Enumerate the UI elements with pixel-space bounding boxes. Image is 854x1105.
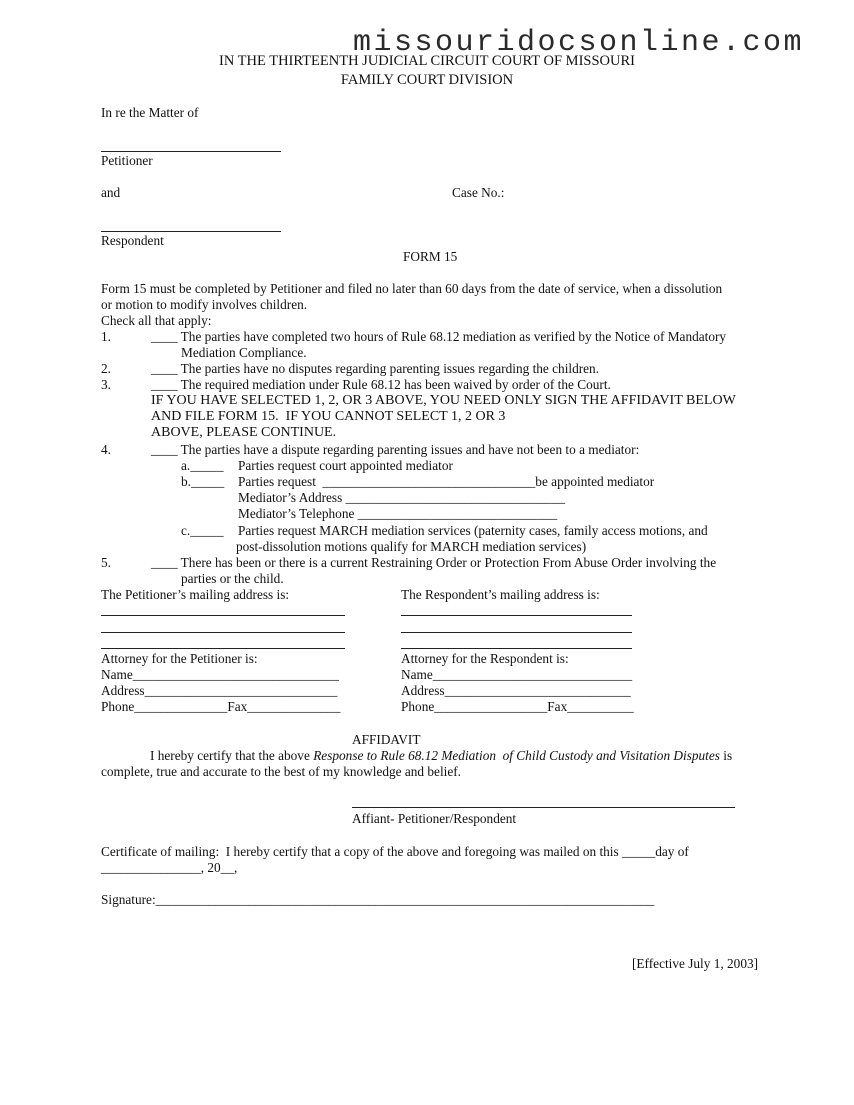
option-a-checkbox[interactable]: a._____	[181, 458, 224, 473]
court-title: IN THE THIRTEENTH JUDICIAL CIRCUIT COURT OF MISSOURI	[219, 53, 635, 69]
item-1-number: 1.	[101, 329, 111, 344]
item-5-text[interactable]: ____ There has been or there is a current Restraining Order or Protection From Abuse Order involving the	[151, 555, 717, 570]
petitioner-address-line-2[interactable]	[101, 632, 345, 633]
item-1-text-cont: Mediation Compliance.	[181, 345, 307, 360]
respondent-label: Respondent	[101, 233, 164, 248]
option-c-text-cont: post-dissolution motions qualify for MARCH mediation services)	[236, 539, 587, 554]
respondent-address-line-1[interactable]	[401, 615, 632, 616]
mediator-address-field[interactable]: Mediator’s Address _________________________________	[238, 490, 565, 505]
affidavit-statement-post: is	[719, 748, 733, 763]
option-c-text: Parties request MARCH mediation services (paternity cases, family access motions, and	[238, 523, 708, 538]
in-re-label: In re the Matter of	[101, 105, 199, 120]
petitioner-address-line-3[interactable]	[101, 648, 345, 649]
intro-line-2: or motion to modify involves children.	[101, 297, 308, 312]
instruction-line-2: AND FILE FORM 15. IF YOU CANNOT SELECT 1, 2 OR 3	[151, 409, 506, 424]
affidavit-statement	[150, 748, 732, 764]
respondent-mailing-label: The Respondent’s mailing address is:	[401, 587, 600, 602]
affidavit-statement-cont: complete, true and accurate to the best of my knowledge and belief.	[101, 764, 461, 779]
option-c-checkbox[interactable]: c._____	[181, 523, 224, 538]
respondent-attorney-address-field[interactable]: Address____________________________	[401, 683, 631, 698]
affiant-label: Affiant- Petitioner/Respondent	[352, 811, 517, 826]
petitioner-address-line-1[interactable]	[101, 615, 345, 616]
affidavit-statement-pre: I hereby certify that the above	[150, 748, 314, 763]
affidavit-title: AFFIDAVIT	[352, 732, 421, 747]
certificate-date-field[interactable]: _______________, 20__,	[101, 860, 238, 875]
option-b-checkbox[interactable]: b._____	[181, 474, 225, 489]
petitioner-attorney-phone-fax-field[interactable]: Phone______________Fax______________	[101, 699, 341, 714]
case-number-label: Case No.:	[452, 185, 505, 200]
affiant-signature-line[interactable]	[352, 807, 735, 808]
petitioner-attorney-address-field[interactable]: Address_____________________________	[101, 683, 338, 698]
watermark-text: missouridocsonline.com	[353, 26, 805, 60]
petitioner-name-field[interactable]	[101, 151, 281, 152]
instruction-line-3: ABOVE, PLEASE CONTINUE.	[151, 425, 337, 440]
item-1-text[interactable]: ____ The parties have completed two hours of Rule 68.12 mediation as verified by the Notice of Mandatory	[151, 329, 727, 344]
mediator-telephone-field[interactable]: Mediator’s Telephone ______________________________	[238, 506, 558, 521]
respondent-address-line-3[interactable]	[401, 648, 632, 649]
certificate-of-mailing[interactable]: Certificate of mailing: I hereby certify that a copy of the above and foregoing was mailed on this _____day of	[101, 844, 689, 859]
respondent-attorney-phone-fax-field[interactable]: Phone_________________Fax__________	[401, 699, 634, 714]
petitioner-label: Petitioner	[101, 153, 153, 168]
form-title: FORM 15	[403, 249, 458, 264]
petitioner-attorney-label: Attorney for the Petitioner is:	[101, 651, 258, 666]
petitioner-attorney-name-field[interactable]: Name_______________________________	[101, 667, 339, 682]
check-all-label: Check all that apply:	[101, 313, 212, 328]
item-4-number: 4.	[101, 442, 111, 457]
petitioner-mailing-label: The Petitioner’s mailing address is:	[101, 587, 290, 602]
option-b-text[interactable]: Parties request ________________________________be appointed mediator	[238, 474, 655, 489]
respondent-attorney-name-field[interactable]: Name______________________________	[401, 667, 633, 682]
affidavit-document-title: Response to Rule 68.12 Mediation of Child Custody and Visitation Disputes	[313, 748, 720, 763]
and-label: and	[101, 185, 121, 200]
item-4-text[interactable]: ____ The parties have a dispute regarding parenting issues and have not been to a mediator:	[151, 442, 640, 457]
item-3-number: 3.	[101, 377, 111, 392]
item-3-text[interactable]: ____ The required mediation under Rule 68.12 has been waived by order of the Court.	[151, 377, 611, 392]
item-5-number: 5.	[101, 555, 111, 570]
respondent-address-line-2[interactable]	[401, 632, 632, 633]
item-5-text-cont: parties or the child.	[181, 571, 284, 586]
instruction-line-1: IF YOU HAVE SELECTED 1, 2, OR 3 ABOVE, YOU NEED ONLY SIGN THE AFFIDAVIT BELOW	[151, 393, 736, 408]
intro-line-1: Form 15 must be completed by Petitioner and filed no later than 60 days from the date of service, when a dissolution	[101, 281, 723, 296]
respondent-attorney-label: Attorney for the Respondent is:	[401, 651, 569, 666]
signature-field[interactable]: Signature:___________________________________________________________________________	[101, 892, 655, 907]
respondent-name-field[interactable]	[101, 231, 281, 232]
division-title: FAMILY COURT DIVISION	[340, 72, 514, 88]
effective-date-footer: [Effective July 1, 2003]	[632, 956, 759, 971]
item-2-number: 2.	[101, 361, 111, 376]
item-2-text[interactable]: ____ The parties have no disputes regarding parenting issues regarding the children.	[151, 361, 600, 376]
option-a-text: Parties request court appointed mediator	[238, 458, 453, 473]
